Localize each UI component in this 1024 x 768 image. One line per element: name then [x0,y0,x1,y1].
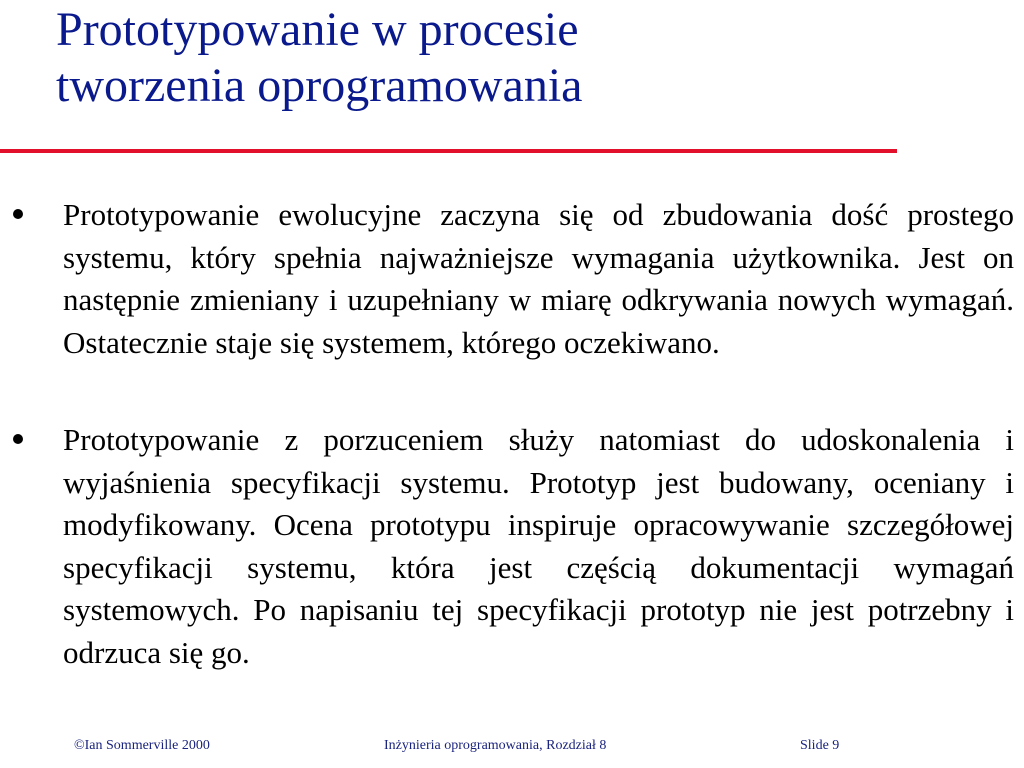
footer-slide-number: Slide 9 [800,738,840,753]
footer-copyright: ©Ian Sommerville 2000 [74,738,210,753]
slide-footer [0,738,1024,758]
title-line-2: tworzenia oprogramowania [56,59,583,112]
bullet-text-1: Prototypowanie ewolucyjne zaczyna się od zbudowania dość prostego systemu, który spełnia najważniejsze wymagania użytkownika. Jest on następnie zmieniany i uzupełniany w miarę odkrywania nowych wymagań. Ostatecznie staje się systemem, którego oczekiwano. [63,197,1014,360]
bullet-text-2: Prototypowanie z porzuceniem służy natomiast do udoskonalenia i wyjaśnienia specyfikacji systemu. Prototyp jest budowany, oceniany i modyfikowany. Ocena prototypu inspiruje opracowywanie szczegółowej specyfikacji systemu, która jest częścią dokumentacji wymagań systemowych. Po napisaniu tej specyfikacji prototyp nie jest potrzebny i odrzuca się go. [63,422,1014,670]
slide-title [56,2,916,114]
title-underline [0,149,897,153]
footer-course: Inżynieria oprogramowania, Rozdział 8 [384,738,607,753]
title-line-1: Prototypowanie w procesie [56,3,579,56]
bullet-dot-icon [13,434,23,444]
bullet-dot-icon [13,209,23,219]
